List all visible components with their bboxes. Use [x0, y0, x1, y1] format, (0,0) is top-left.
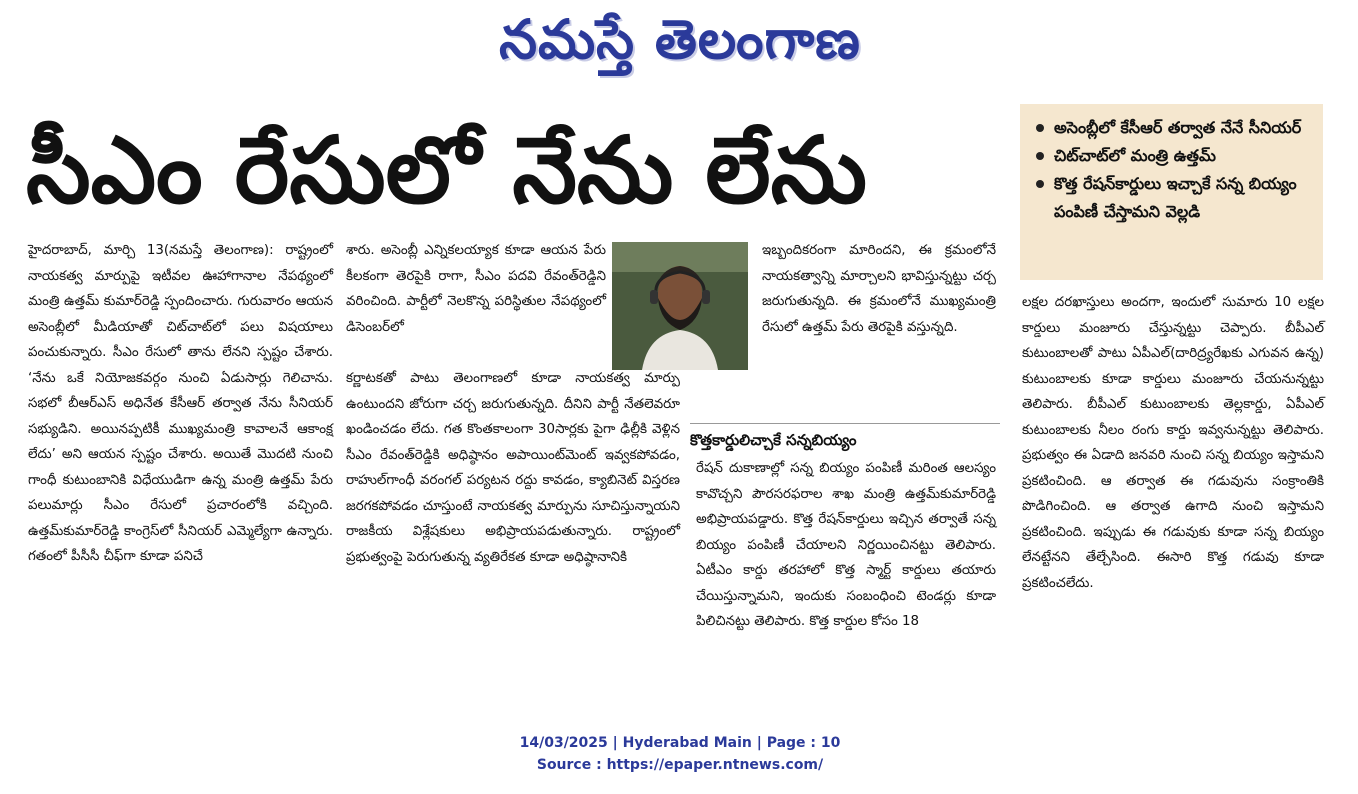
minister-photo: [612, 242, 748, 370]
column-2-lead: శారు. అసెంబ్లీ ఎన్నికలయ్యాక కూడా ఆయన పేరు కీలకంగా తెరపైకి రాగా, సీఎం పదవి రేవంత్‌రెడ్డిని వరించింది. పార్టీలో నెలకొన్న పరిస్థితుల నేపథ్యంలో డిసెంబర్‌లో: [346, 243, 606, 335]
bullet-icon: [1036, 124, 1044, 132]
bullet-icon: [1036, 152, 1044, 160]
article-column-3-body: రేషన్ దుకాణాల్లో సన్న బియ్యం పంపిణీ మరింత ఆలస్యం కావొచ్చని పౌరసరఫరాల శాఖ మంత్రి ఉత్తమ్‌కుమార్‌రెడ్డి అభిప్రాయపడ్డారు. కొత్త రేషన్‌కార్డులు ఇచ్చిన తర్వాతే సన్న బియ్యం పంపిణీ చేయాలని నిర్ణయించినట్టు తెలిపారు. ఏటీఎం కార్డు తరహాలో కొత్త స్మార్ట్ కార్డులు తయారు చేయిస్తున్నామని, ఇందుకు సంబంధించి టెండర్లు కూడా పిలిచినట్టు తెలిపారు. కొత్త కార్డుల కోసం 18: [696, 461, 996, 629]
highlight-item: కొత్త రేషన్‌కార్డులు ఇచ్చాకే సన్న బియ్యం పంపిణీ చేస్తామని వెల్లడి: [1034, 170, 1313, 226]
bullet-icon: [1036, 180, 1044, 188]
footer-edition-info: 14/03/2025 | Hyderabad Main | Page : 10: [519, 735, 841, 751]
article-column-1: హైదరాబాద్, మార్చి 13(నమస్తే తెలంగాణ): రాష్ట్రంలో నాయకత్వ మార్పుపై ఇటీవల ఊహాగానాల నేపథ్యంలో మంత్రి ఉత్తమ్ కుమార్‌రెడ్డి స్పందించారు. గురువారం ఆయన అసెంబ్లీలో మీడియాతో చిట్‌చాట్‌లో పలు విషయాలు పంచుకున్నారు. సీఎం రేసులో తాను లేనని స్పష్టం చేశారు. ‘నేను ఒకే నియోజకవర్గం నుంచి ఏడుసార్లు గెలిచాను. సభలో బీఆర్‌ఎస్ అధినేత కేసీఆర్ తర్వాత నేను సీనియర్ సభ్యుడిని. అయినప్పటికీ ముఖ్యమంత్రి కావాలనే ఆకాంక్ష లేదు’ అని ఆయన స్పష్టం చేశారు. అయితే మొదటి నుంచి గాంధీ కుటుంబానికి విధేయుడిగా ఉన్న మంత్రి ఉత్తమ్ పేరు పలుమార్లు సీఎం రేసులో ప్రచారంలోకి వచ్చింది. ఉత్తమ్‌కుమార్‌రెడ్డి కాంగ్రెస్‌లో సీనియర్ ఎమ్మెల్యేగా ఉన్నారు. గతంలో పీసీసీ చీఫ్‌గా కూడా పనిచే: [28, 243, 333, 564]
footer-source-link[interactable]: Source : https://epaper.ntnews.com/: [536, 757, 824, 773]
article-headline: సీఎం రేసులో నేను లేను: [26, 117, 868, 224]
article-column-4: లక్షల దరఖాస్తులు అందగా, ఇందులో సుమారు 10 లక్షల కార్డులు మంజూరు చేస్తున్నట్టు చెప్పారు. బీపీఎల్ కుటుంబాలతో పాటు ఏపీఎల్(దారిద్ర్యరేఖకు ఎగువన ఉన్న) కుటుంబాలకు కూడా కార్డులు మంజూరు చేయనున్నట్టు తెలిపారు. బీపీఎల్ కుటుంబాలకు తెల్లకార్డు, ఏపీఎల్ కుటుంబాలకు నీలం రంగు కార్డు ఇవ్వనున్నట్టు తెలిపారు. ప్రభుత్వం ఈ ఏడాది జనవరి నుంచి సన్న బియ్యం ఇస్తామని ప్రకటించింది. ఆ తర్వాత ఈ గడువును సంక్రాంతికి పొడిగించింది. ఆ తర్వాత ఉగాది నుంచి ఇస్తామని ప్రకటించింది. ఇప్పుడు ఈ గడువుకు కూడా సన్న బియ్యం లేనట్టేనని తేల్చేసింది. ఈసారి కొత్త గడువు కూడా ప్రకటించలేదు.: [1022, 295, 1324, 591]
newspaper-masthead: నమస్తే తెలంగాణ: [499, 7, 861, 71]
page-footer: [380, 732, 980, 776]
article-column-3-lead: ఇబ్బందికరంగా మారిందని, ఈ క్రమంలోనే నాయకత్వాన్ని మార్చాలని భావిస్తున్నట్టు చర్చ జరుగుతున్నది. ఈ క్రమంలోనే ముఖ్యమంత్రి రేసులో ఉత్తమ్ పేరు తెరపైకి వస్తున్నది.: [762, 243, 996, 335]
highlights-list: [1034, 114, 1313, 226]
highlight-item: అసెంబ్లీలో కేసీఆర్ తర్వాత నేనే సీనియర్: [1034, 114, 1313, 142]
highlights-box: [1020, 104, 1323, 280]
section-subheading: కొత్తకార్డులిచ్చాకే సన్నబియ్యం: [690, 423, 1000, 454]
person-photo-icon: [612, 242, 748, 370]
highlight-item: చిట్‌చాట్‌లో మంత్రి ఉత్తమ్: [1034, 142, 1313, 170]
article-column-2-continued: కర్ణాటకతో పాటు తెలంగాణలో కూడా నాయకత్వ మార్పు ఉంటుందని జోరుగా చర్చ జరుగుతున్నది. దీనిని పార్టీ నేతలెవరూ ఖండించడం లేదు. గత కొంతకాలంగా 30సార్లకు పైగా ఢిల్లీకి వెళ్లిన సీఎం రేవంత్‌రెడ్డికి అధిష్ఠానం అపాయింట్‌మెంట్ ఇవ్వకపోవడం, రాహుల్‌గాంధీ వరంగల్ పర్యటన రద్దు కావడం, క్యాబినెట్ విస్తరణ జరగకపోవడం చూస్తుంటే నాయకత్వ మార్పును సూచిస్తున్నాయని రాజకీయ విశ్లేషకులు అభిప్రాయపడుతున్నారు. రాష్ట్రంలో ప్రభుత్వంపై పెరుగుతున్న వ్యతిరేకత కూడా అధిష్ఠానానికి: [346, 371, 680, 565]
